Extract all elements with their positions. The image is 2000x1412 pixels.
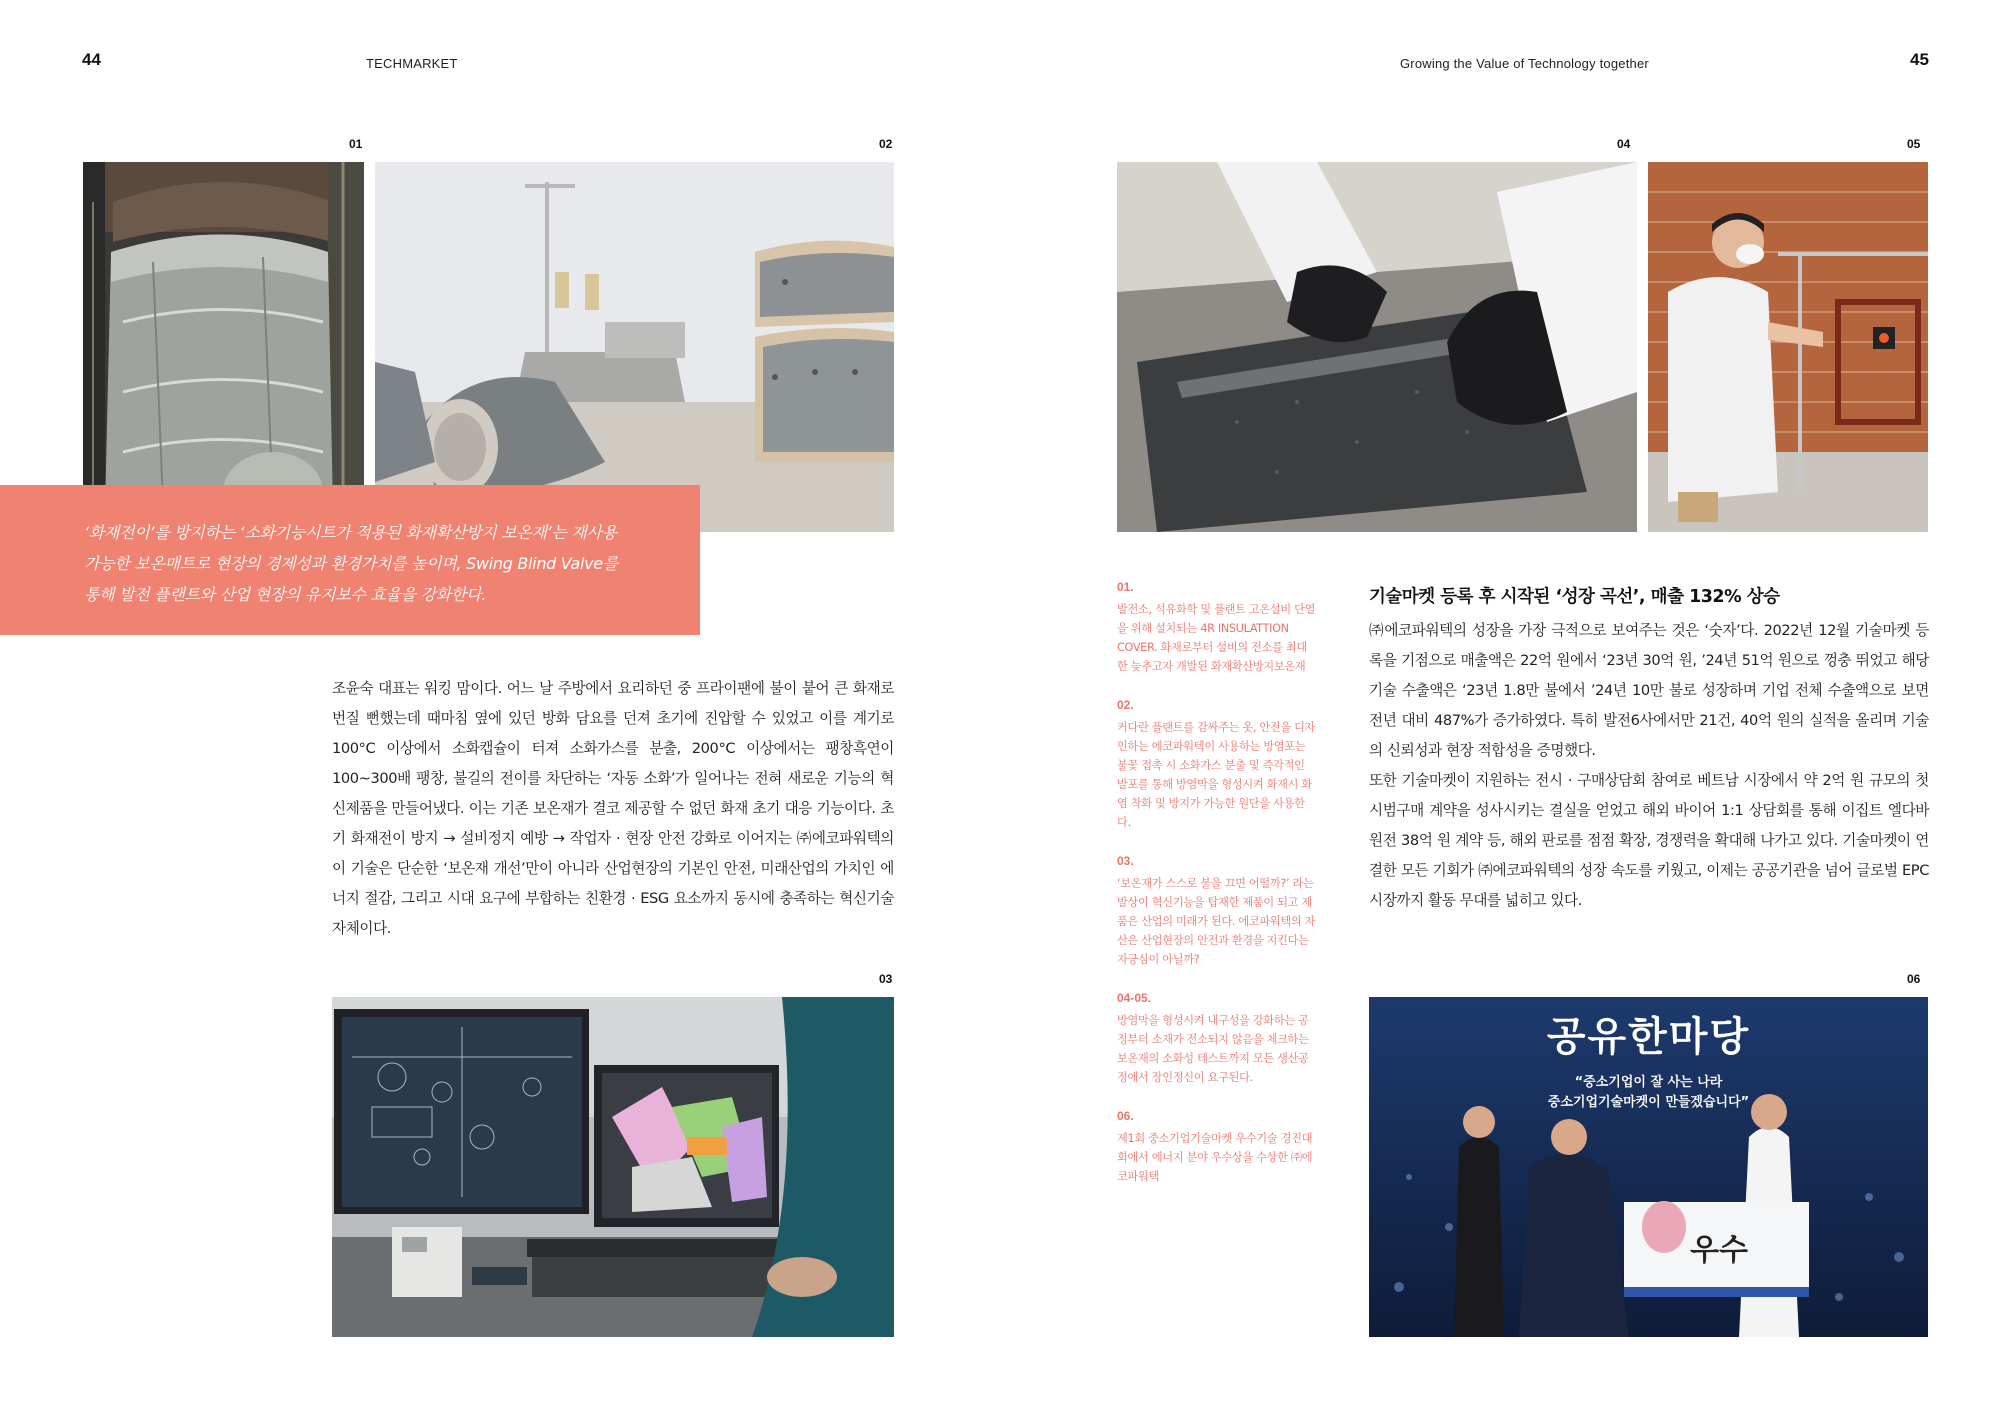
right-running-title: Growing the Value of Technology together — [1400, 56, 1649, 71]
photo-05-number: 05 — [1907, 137, 1921, 151]
note-04-05 — [1117, 991, 1317, 1087]
note-text: ‘보온재가 스스로 불을 끄면 어떨까?’ 라는 발상이 혁신기능을 탑재한 제품이 되고 제품은 산업의 미래가 된다. 에코파워텍의 자산은 산업현장의 안전과 환경을 지킨다는 자긍심이 아닐까? — [1117, 877, 1316, 966]
photo-06-award-ceremony — [1369, 997, 1928, 1337]
right-body-paragraph-1: ㈜에코파워텍의 성장을 가장 극적으로 보여주는 것은 ‘숫자’다. 2022년 12월 기술마켓 등록을 기점으로 매출액은 22억 원에서 ‘23년 30억 원, ’24년 51억 원으로 껑충 뛰었고 해당기술 수출액은 ‘23년 1.8만 불에서 ’24년 10만 불로 성장하며 기업 전체 수출액으로 보면 전년 대비 487%가 증가하였다. 특히 발전6사에서만 21건, 40억 원의 실적을 올리며 기술의 신뢰성과 현장 적합성을 증명했다. — [1369, 622, 1929, 759]
note-text: 제1회 중소기업기술마켓 우수기술 경진대회에서 에너지 분야 우수상을 수상한 ㈜에코파워텍 — [1117, 1132, 1313, 1183]
photo-02-number: 02 — [879, 137, 893, 151]
note-02 — [1117, 698, 1317, 832]
photo-03-cad-workstation — [332, 997, 894, 1337]
photo-caption-box — [0, 485, 700, 635]
photo-05-fire-test — [1648, 162, 1928, 532]
note-label: 01. — [1117, 580, 1134, 594]
photo-04-number: 04 — [1617, 137, 1631, 151]
note-text: 방염막을 형성시켜 내구성을 강화하는 공정부터 소재가 전소되지 않음을 체크하는 보온재의 소화성 테스트까지 모든 생산공정에서 장인정신이 요구된다. — [1117, 1014, 1309, 1084]
banner-title: 공유한마당 — [1546, 1014, 1751, 1060]
photo-01-number: 01 — [349, 137, 363, 151]
note-text: 커다란 플랜트를 감싸주는 옷, 안전을 디자인하는 에코파워텍이 사용하는 방염포는 불꽃 접촉 시 소화가스 분출 및 즉각적인 발포를 통해 방염막을 형성시켜 화재시 화염 착화 및 방지가 가능한 원단을 사용한다. — [1117, 721, 1316, 829]
note-01 — [1117, 580, 1317, 676]
margin-notes — [1117, 580, 1317, 1208]
note-label: 06. — [1117, 1109, 1134, 1123]
caption-line-3: 통해 발전 플랜트와 산업 현장의 유지보수 효율을 강화한다. — [84, 585, 487, 604]
banner-quote-line-2: 중소기업기술마켓이 만들겠습니다” — [1547, 1095, 1750, 1110]
left-body-paragraph: 조윤숙 대표는 워킹 맘이다. 어느 날 주방에서 요리하던 중 프라이팬에 불이 붙어 큰 화재로 번질 뻔했는데 때마침 옆에 있던 방화 담요를 던져 초기에 진압할 수 있었고 이를 계기로 100°C 이상에서 소화캡슐이 터져 소화가스를 분출, 200°C 이상에서는 팽창흑연이 100~300배 팽창, 불길의 전이를 차단하는 ‘자동 소화’가 일어나는 전혀 새로운 기능의 혁신제품을 만들어냈다. 이는 기존 보온재가 결코 제공할 수 없던 화재 초기 대응 기능이다. 초기 화재전이 방지 → 설비정지 예방 → 작업자 · 현장 안전 강화로 이어지는 ㈜에코파워텍의 이 기술은 단순한 ‘보온재 개선’만이 아니라 산업현장의 기본인 안전, 미래산업의 가치인 에너지 절감, 그리고 시대 요구에 부합하는 친환경 · ESG 요소까지 동시에 충족하는 혁신기술 자체이다. — [332, 680, 894, 937]
note-06 — [1117, 1109, 1317, 1186]
note-label: 02. — [1117, 698, 1134, 712]
right-body-text — [1369, 616, 1929, 916]
note-label: 03. — [1117, 854, 1134, 868]
note-label: 04-05. — [1117, 991, 1152, 1005]
article-heading: 기술마켓 등록 후 시작된 ‘성장 곡선’, 매출 132% 상승 — [1369, 587, 1780, 607]
right-body-paragraph-2: 또한 기술마켓이 지원하는 전시 · 구매상담회 참여로 베트남 시장에서 약 2억 원 규모의 첫 시범구매 계약을 성사시키는 결실을 얻었고 해외 바이어 1:1 상담회를 통해 이집트 엘다바 원전 38억 원 계약 등, 해외 판로를 점점 확장, 경쟁력을 확대해 나가고 있다. 기술마켓이 연결한 모든 기회가 ㈜에코파워텍의 성장 속도를 키웠고, 이제는 공공기관을 넘어 글로벌 EPC시장까지 활동 무대를 넓히고 있다. — [1369, 772, 1929, 909]
left-page-number: 44 — [82, 50, 101, 69]
note-text: 발전소, 석유화학 및 플랜트 고온설비 단열을 위해 설치되는 4R INSULATTION COVER. 화재로부터 설비의 전소를 최대한 늦추고자 개발된 화재확산방지보온재 — [1117, 603, 1316, 673]
caption-line-1: ‘화재전이’를 방지하는 ‘소화기능시트가 적용된 화재확산방지 보온재’는 재사용 — [84, 523, 617, 542]
banner-quote-line-1: “중소기업이 잘 사는 나라 — [1574, 1075, 1723, 1090]
right-page-number: 45 — [1910, 50, 1929, 69]
award-sign-text: 우수 — [1690, 1233, 1748, 1268]
photo-04-coating-process — [1117, 162, 1637, 532]
photo-01-insulation-cover — [83, 162, 364, 532]
left-running-title: TECHMARKET — [366, 56, 458, 71]
photo-02-sewing-workshop — [375, 162, 894, 532]
note-03 — [1117, 854, 1317, 969]
banner-quote — [1369, 1073, 1928, 1113]
photo-06-number: 06 — [1907, 972, 1921, 986]
left-body-text — [332, 674, 894, 944]
caption-line-2: 가능한 보온매트로 현장의 경제성과 환경가치를 높이며, Swing Blind Valve를 — [84, 554, 618, 573]
photo-03-number: 03 — [879, 972, 893, 986]
